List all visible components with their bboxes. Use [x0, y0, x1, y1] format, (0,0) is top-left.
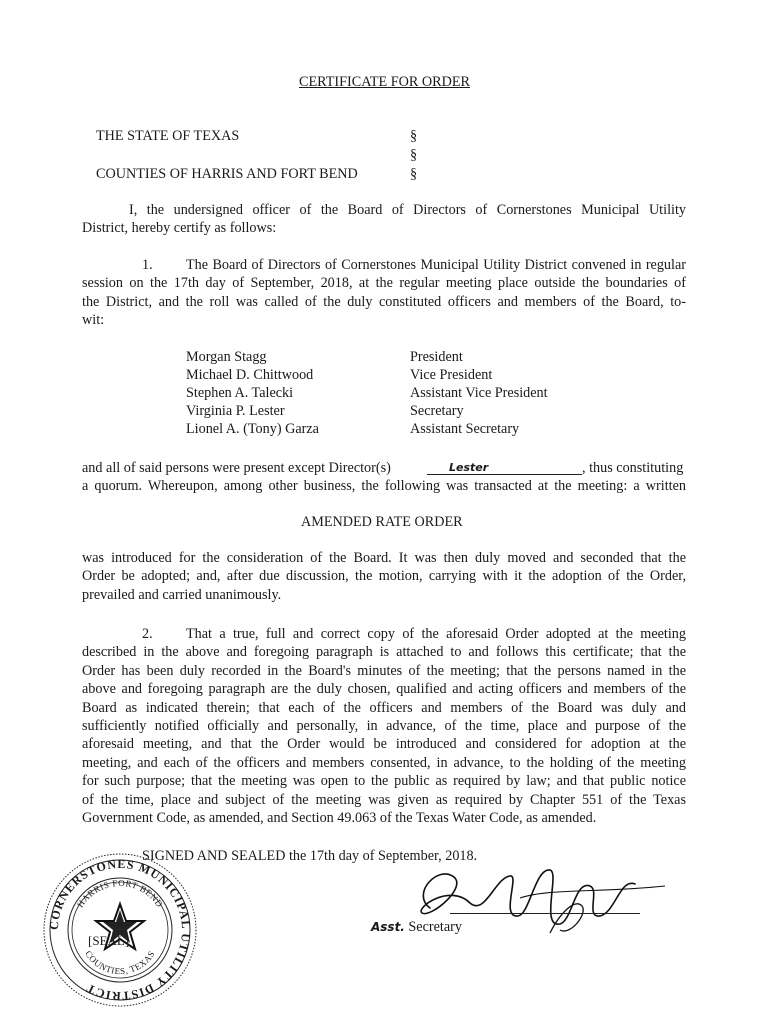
quorum-suffix: , thus constituting — [582, 460, 684, 476]
svg-text:COUNTIES, TEXAS — [83, 949, 157, 976]
text-line: described in the above and foregoing paragraph is attached to and follows this certificate; that the — [82, 644, 686, 661]
text-line: The Board of Directors of Cornerstones Municipal Utility District convened in regular — [186, 257, 686, 273]
paragraph-number: 2. — [142, 626, 153, 642]
text-line: a quorum. Whereupon, among other business, the following was transacted at the meeting: a written — [82, 478, 686, 494]
officer-title: Assistant Vice President — [410, 385, 548, 401]
adoption-paragraph — [82, 549, 686, 604]
officer-title: President — [410, 349, 463, 365]
text-line: aforesaid meeting, and that the Order would be introduced and considered for adoption at the — [82, 736, 686, 753]
officer-name: Stephen A. Talecki — [186, 385, 294, 401]
seal-inner-bottom-text: COUNTIES, TEXAS — [83, 948, 157, 977]
quorum-prefix: and all of said persons were present except Director(s) — [82, 460, 391, 476]
document-title: CERTIFICATE FOR ORDER — [299, 74, 470, 90]
absent-director: Lester — [449, 461, 489, 474]
seal-graphic — [40, 850, 200, 1010]
text-line: wit: — [82, 312, 105, 329]
officer-name: Lionel A. (Tony) Garza — [186, 421, 319, 437]
text-line: Board as indicated therein; that each of the officers and members of the Board was duly and — [82, 699, 686, 716]
text-line: sufficiently notified officially and personally, in advance, of the time, place and purpose of the — [82, 717, 686, 734]
order-title: AMENDED RATE ORDER — [301, 514, 463, 530]
officer-title: Secretary — [410, 403, 464, 419]
officer-title: Assistant Secretary — [410, 421, 520, 437]
caption-state: THE STATE OF TEXAS — [96, 128, 240, 144]
text-line: the District, and the roll was called of the duly constituted officers and members of the Board, to- — [82, 293, 686, 310]
officer-title: Vice President — [410, 367, 493, 383]
text-line: was introduced for the consideration of the Board. It was then duly moved and seconded that the — [82, 550, 686, 566]
seal-placeholder: [SEAL] — [88, 933, 130, 948]
officer-name: Virginia P. Lester — [186, 403, 285, 419]
text-line: meeting, and each of the officers and members consented, in advance, to the holding of the meeting — [82, 754, 686, 771]
paragraph-2 — [82, 625, 686, 827]
signed-and-sealed-line: SIGNED AND SEALED the 17th day of September, 2018. — [142, 848, 478, 864]
intro-paragraph — [82, 201, 686, 238]
text-line: District, hereby certify as follows: — [82, 220, 277, 237]
signature-line — [450, 913, 640, 914]
text-line: That a true, full and correct copy of the aforesaid Order adopted at the meeting — [186, 626, 686, 642]
seal-outer-text: CORNERSTONES MUNICIPAL UTILITY DISTRICT — [46, 856, 194, 1004]
section-mark: § — [410, 128, 418, 144]
section-mark: § — [410, 147, 418, 163]
text-line: session on the 17th day of September, 2018, at the regular meeting place outside the boundaries of — [82, 275, 686, 292]
text-line: I, the undersigned officer of the Board of Directors of Cornerstones Municipal Utility — [129, 202, 686, 218]
text-line: prevailed and carried unanimously. — [82, 586, 282, 603]
section-mark: § — [410, 166, 418, 182]
printed-title: Secretary — [408, 919, 462, 935]
paragraph-1 — [82, 256, 686, 330]
handwritten-title: Asst. — [371, 920, 405, 934]
text-line: above and foregoing paragraph are the duly chosen, qualified and acting officers and members of the — [82, 681, 686, 698]
text-line: for such purpose; that the meeting was open to the public as required by law; and that public notice — [82, 773, 686, 790]
quorum-line — [82, 477, 686, 495]
caption-counties: COUNTIES OF HARRIS AND FORT BEND — [96, 166, 358, 182]
paragraph-number: 1. — [142, 257, 153, 273]
district-seal — [40, 850, 200, 1010]
text-line: Order has been duly recorded in the Board's minutes of the meeting; that the persons named in the — [82, 662, 686, 679]
text-line: of the time, place and subject of the meeting was given as required by Chapter 551 of the Texas — [82, 791, 686, 808]
text-line: Government Code, as amended, and Section 49.063 of the Texas Water Code, as amended. — [82, 809, 597, 826]
text-line: Order be adopted; and, after due discussion, the motion, carrying with it the adoption of the Order, — [82, 568, 686, 585]
signature-title — [371, 918, 462, 936]
seal-inner-top-text: HARRIS FORT BEND — [75, 877, 165, 910]
officer-name: Michael D. Chittwood — [186, 367, 314, 383]
officer-name: Morgan Stagg — [186, 349, 267, 365]
